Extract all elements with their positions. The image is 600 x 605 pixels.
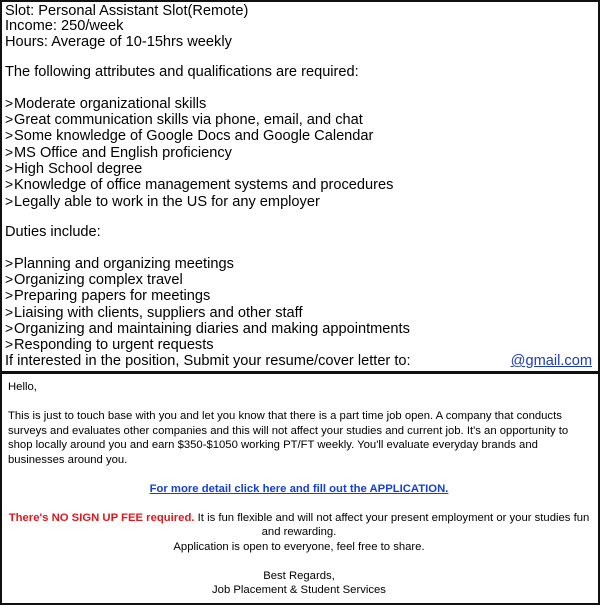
arrow-bullet-icon: > [5,192,14,209]
list-item: > Some knowledge of Google Docs and Google Calendar [5,127,374,145]
duties-list [5,256,594,354]
no-fee-paragraph [8,511,590,540]
application-link[interactable]: For more detail click here and fill out the APPLICATION. [149,482,449,495]
cta-row [8,482,590,497]
email-body-paragraph: This is just to touch base with you and let you know that there is a part time job open. A company that conducts surveys and evaluates other companies and this will not affect your studies and current job. It's an opportunity to shop locally around you and earn $350-$1050 working PT/FT weekly. You'll evaluate everyday brands and businesses around you. [8,410,569,466]
email-greeting: Hello, [8,381,37,393]
list-item: > Liaising with clients, suppliers and other staff [5,303,303,321]
arrow-bullet-icon: > [5,111,14,128]
list-item: > Preparing papers for meetings [5,287,211,305]
contact-instruction: If interested in the position, Submit your resume/cover letter to: [5,353,411,369]
arrow-bullet-icon: > [5,336,14,353]
arrow-bullet-icon: > [5,127,14,144]
list-item: > Organizing and maintaining diaries and making appointments [5,319,410,337]
income-line: Income: 250/week [5,18,124,35]
arrow-bullet-icon: > [5,319,14,336]
email-signature: Job Placement & Student Services [212,584,386,596]
arrow-bullet-icon: > [5,254,14,271]
email-signoff: Best Regards, [263,569,335,582]
arrow-bullet-icon: > [5,176,14,193]
list-item: > High School degree [5,159,143,177]
email-message-panel [0,372,600,605]
no-fee-rest: It is fun flexible and will not affect your present employment or your studies fun and rewarding. [194,511,590,538]
list-item: > MS Office and English proficiency [5,143,232,161]
arrow-bullet-icon: > [5,271,14,288]
list-item: > Legally able to work in the US for any employer [5,192,320,210]
requirements-list [5,96,594,210]
list-item: > Knowledge of office management systems and procedures [5,176,394,194]
list-item: > Moderate organizational skills [5,94,207,112]
arrow-bullet-icon: > [5,143,14,160]
list-item: > Responding to urgent requests [5,336,214,354]
contact-row [5,354,592,369]
list-item: > Great communication skills via phone, email, and chat [5,111,363,129]
list-item: > Planning and organizing meetings [5,254,234,272]
hours-line: Hours: Average of 10-15hrs weekly [5,33,232,50]
contact-email-link[interactable]: @gmail.com [510,353,592,369]
arrow-bullet-icon: > [5,287,14,304]
no-fee-highlight: There's NO SIGN UP FEE required. [8,511,195,524]
open-to-everyone-line: Application is open to everyone, feel free to share. [173,540,425,553]
requirements-heading: The following attributes and qualifications are required: [5,64,359,81]
list-item: > Organizing complex travel [5,271,183,289]
slot-title: Slot: Personal Assistant Slot(Remote) [5,3,249,19]
arrow-bullet-icon: > [5,159,14,176]
arrow-bullet-icon: > [5,303,14,320]
arrow-bullet-icon: > [5,94,14,111]
duties-heading: Duties include: [5,224,101,241]
